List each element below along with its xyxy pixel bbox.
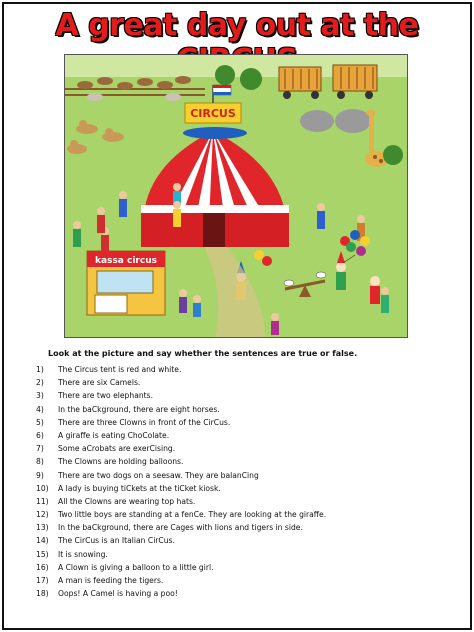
sentence-number: 12) xyxy=(36,510,49,520)
sentence-item xyxy=(36,365,446,378)
sentence-item xyxy=(36,484,446,497)
sentence-number: 6) xyxy=(36,430,44,440)
sentence-number: 13) xyxy=(36,523,49,533)
sentence-text: In the baCkground, there are Cages with lions and tigers in side. xyxy=(58,523,303,533)
sentence-number: 4) xyxy=(36,404,44,414)
sentence-item xyxy=(36,418,446,431)
sentence-text: A giraffe is eating ChoColate. xyxy=(58,430,170,440)
sentence-item xyxy=(36,510,446,523)
sentence-text: All the Clowns are wearing top hats. xyxy=(58,496,196,506)
sentence-number: 10) xyxy=(36,483,49,493)
sentence-text: Some aCrobats are exerCising. xyxy=(58,444,176,454)
sentence-text: A lady is buying tiCkets at the tiCket kiosk. xyxy=(58,483,221,493)
circus-illustration xyxy=(64,54,408,338)
sentence-item xyxy=(36,589,446,602)
sentence-item xyxy=(36,471,446,484)
sentence-number: 11) xyxy=(36,496,49,506)
sentence-item xyxy=(36,444,446,457)
sentence-text: There are six Camels. xyxy=(58,378,141,388)
sentence-number: 16) xyxy=(36,562,49,572)
sentence-item xyxy=(36,550,446,563)
sentence-number: 1) xyxy=(36,365,44,374)
sentence-text: It is snowing. xyxy=(58,549,108,559)
sentence-item xyxy=(36,523,446,536)
sentence-text: There are two dogs on a seesaw. They are balanCing xyxy=(58,470,259,480)
sentence-number: 18) xyxy=(36,589,49,599)
sentence-number: 15) xyxy=(36,549,49,559)
sentence-number: 5) xyxy=(36,417,44,427)
sentence-number: 7) xyxy=(36,444,44,454)
sentence-text: Oops! A Camel is having a poo! xyxy=(58,589,178,599)
sentence-text: In the baCkground, there are eight horses. xyxy=(58,404,220,414)
sentence-item xyxy=(36,391,446,404)
sentence-text: Two little boys are standing at a fenCe. They are looking at the giraffe. xyxy=(58,510,327,520)
sentence-text: The CirCus is an Italian CirCus. xyxy=(58,536,175,546)
instructions: Look at the picture and say whether the sentences are true or false. xyxy=(48,349,358,358)
sentence-text: The Clowns are holding balloons. xyxy=(58,457,184,467)
tent-sign: CIRCUS xyxy=(190,107,236,120)
sentence-item xyxy=(36,576,446,589)
sentence-number: 2) xyxy=(36,378,44,388)
kiosk-sign: kassa circus xyxy=(95,256,157,266)
sentence-item xyxy=(36,536,446,549)
sentence-text: The Circus tent is red and white. xyxy=(58,365,182,374)
circus-scene xyxy=(65,55,408,338)
worksheet-title: A great day out at the xyxy=(55,8,419,43)
sentence-item xyxy=(36,378,446,391)
ticket-kiosk xyxy=(87,251,165,315)
sentence-number: 3) xyxy=(36,391,44,401)
sentence-number: 8) xyxy=(36,457,44,467)
sentence-item xyxy=(36,457,446,470)
sentence-number: 17) xyxy=(36,576,49,585)
sentence-item xyxy=(36,405,446,418)
sentence-text: A Clown is giving a balloon to a little girl. xyxy=(58,562,214,572)
sentence-number: 9) xyxy=(36,470,44,480)
sentence-list xyxy=(36,365,446,602)
sentence-number: 14) xyxy=(36,536,49,546)
sentence-item xyxy=(36,431,446,444)
sentence-item xyxy=(36,563,446,576)
sentence-text: There are three Clowns in front of the CirCus. xyxy=(58,417,231,427)
sentence-text: There are two elephants. xyxy=(58,391,154,401)
sentence-text: A man is feeding the tigers. xyxy=(58,576,164,585)
sentence-item xyxy=(36,497,446,510)
